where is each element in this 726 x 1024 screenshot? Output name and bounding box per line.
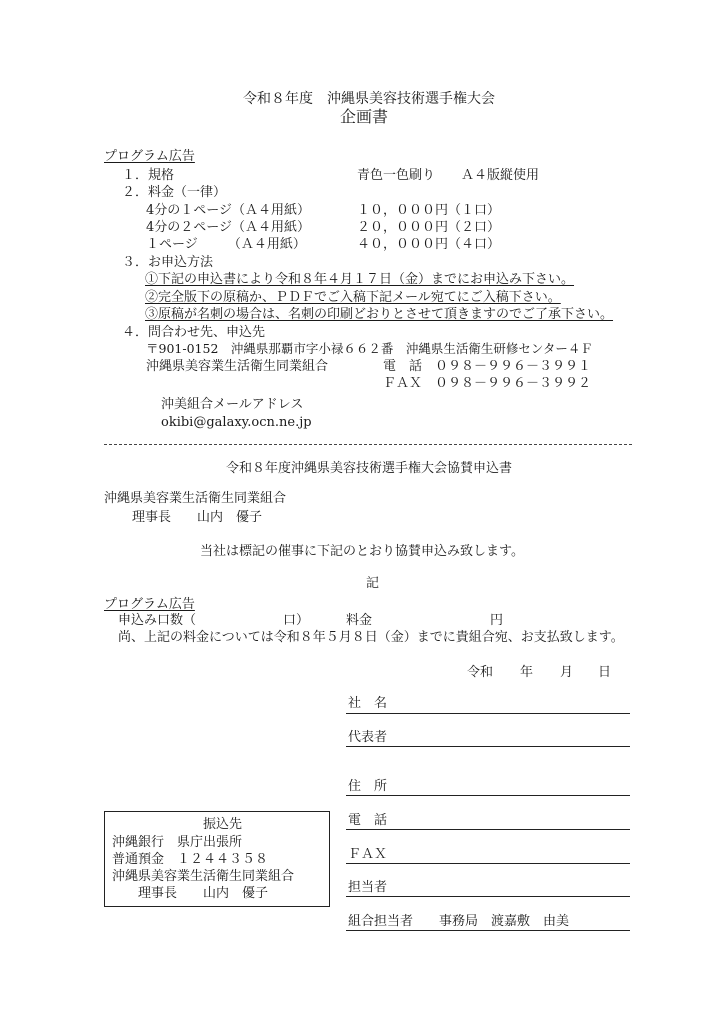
- fee-field-unit[interactable]: 円: [490, 613, 504, 628]
- apply-item: ①下記の申込書により令和８年４月１７日（金）までにお申込み下さい。: [145, 272, 575, 287]
- address-field[interactable]: [346, 795, 630, 796]
- tel-field[interactable]: [346, 829, 630, 830]
- date-era: 令和: [467, 665, 494, 680]
- recipient-person: 理事長 山内 優子: [132, 510, 263, 525]
- rep-label: 代表者: [348, 730, 388, 745]
- bank-account: 普通預金 １２４４３５８: [112, 852, 269, 867]
- spec-value: 青色一色刷り Ａ４版縦使用: [357, 168, 540, 183]
- bank-holder-person: 理事長 山内 優子: [138, 886, 269, 901]
- apply-label: ３．お申込方法: [122, 255, 214, 270]
- contact-address: 〒901-0152 沖縄県那覇市字小禄６６２番 沖縄県生活衛生研修センター４Ｆ: [146, 341, 593, 356]
- bank-name: 沖縄銀行 県庁出張所: [112, 835, 243, 850]
- date-year[interactable]: 年: [520, 665, 534, 680]
- bank-holder: 沖縄県美容業生活衛生同業組合: [112, 869, 295, 884]
- date-day[interactable]: 日: [598, 665, 612, 680]
- payment-note: 尚、上記の料金については令和８年５月８日（金）までに貴組合宛、お支払致します。: [118, 630, 624, 645]
- tel-label: 電 話: [348, 813, 388, 828]
- fax-label: ＦＡＸ: [348, 847, 388, 862]
- date-month[interactable]: 月: [560, 665, 574, 680]
- event-subtitle: 令和８年度 沖縄県美容技術選手権大会: [243, 91, 495, 107]
- mail-label: 沖美組合メールアドレス: [161, 397, 304, 412]
- count-label: 申込み口数（: [118, 613, 197, 628]
- company-label: 社 名: [348, 696, 388, 711]
- spec-label: １．規格: [122, 168, 175, 183]
- union-person-line: [346, 930, 630, 931]
- rep-field[interactable]: [346, 746, 630, 747]
- address-label: 住 所: [348, 779, 388, 794]
- contact-label: ４．問合わせ先、申込先: [122, 325, 266, 340]
- fee-label: ２．料金（一律）: [122, 185, 227, 200]
- company-field[interactable]: [346, 713, 630, 714]
- union-person: 組合担当者 事務局 渡嘉敷 由美: [348, 914, 570, 929]
- apply-item: ②完全版下の原稿か、ＰＤＦでご入稿下記メール宛てにご入稿下さい。: [145, 290, 561, 305]
- form-title: 令和８年度沖縄県美容技術選手権大会協賛申込書: [226, 461, 513, 476]
- contact-fax: ＦＡＸ ０９８－９９６－３９９２: [383, 376, 592, 391]
- recipient-org: 沖縄県美容業生活衛生同業組合: [104, 491, 287, 506]
- person-field[interactable]: [346, 896, 630, 897]
- person-label: 担当者: [348, 880, 388, 895]
- fee-row-price: １０，０００円（１口）: [357, 203, 501, 218]
- mail-address: okibi@galaxy.ocn.ne.jp: [161, 415, 312, 430]
- page-title: 企画書: [340, 107, 389, 126]
- fee-row-name: １ページ （Ａ４用紙）: [146, 237, 306, 252]
- contact-org: 沖縄県美容業生活衛生同業組合: [146, 359, 329, 374]
- apply-item: ③原稿が名刺の場合は、名刺の印刷どおりとさせて頂きますのでご了承下さい。: [145, 307, 614, 322]
- ad-heading: プログラム広告: [104, 597, 195, 612]
- fax-field[interactable]: [346, 863, 630, 864]
- fee-row-price: ２０，０００円（２口）: [357, 220, 501, 235]
- cut-line: [104, 444, 632, 445]
- bank-heading: 振込先: [203, 817, 243, 832]
- statement: 当社は標記の催事に下記のとおり協賛申込み致します。: [200, 544, 524, 559]
- fee-row-name: 4分の１ページ（Ａ４用紙）: [146, 203, 311, 218]
- program-heading: プログラム広告: [104, 149, 195, 164]
- fee-row-price: ４０，０００円（４口）: [357, 237, 501, 252]
- count-unit[interactable]: 口）: [283, 613, 310, 628]
- fee-field-label: 料金: [346, 613, 373, 628]
- ki-mark: 記: [366, 576, 380, 591]
- fee-row-name: 4分の２ページ（Ａ４用紙）: [146, 220, 311, 235]
- contact-tel: 電 話 ０９８－９９６－３９９１: [383, 359, 592, 374]
